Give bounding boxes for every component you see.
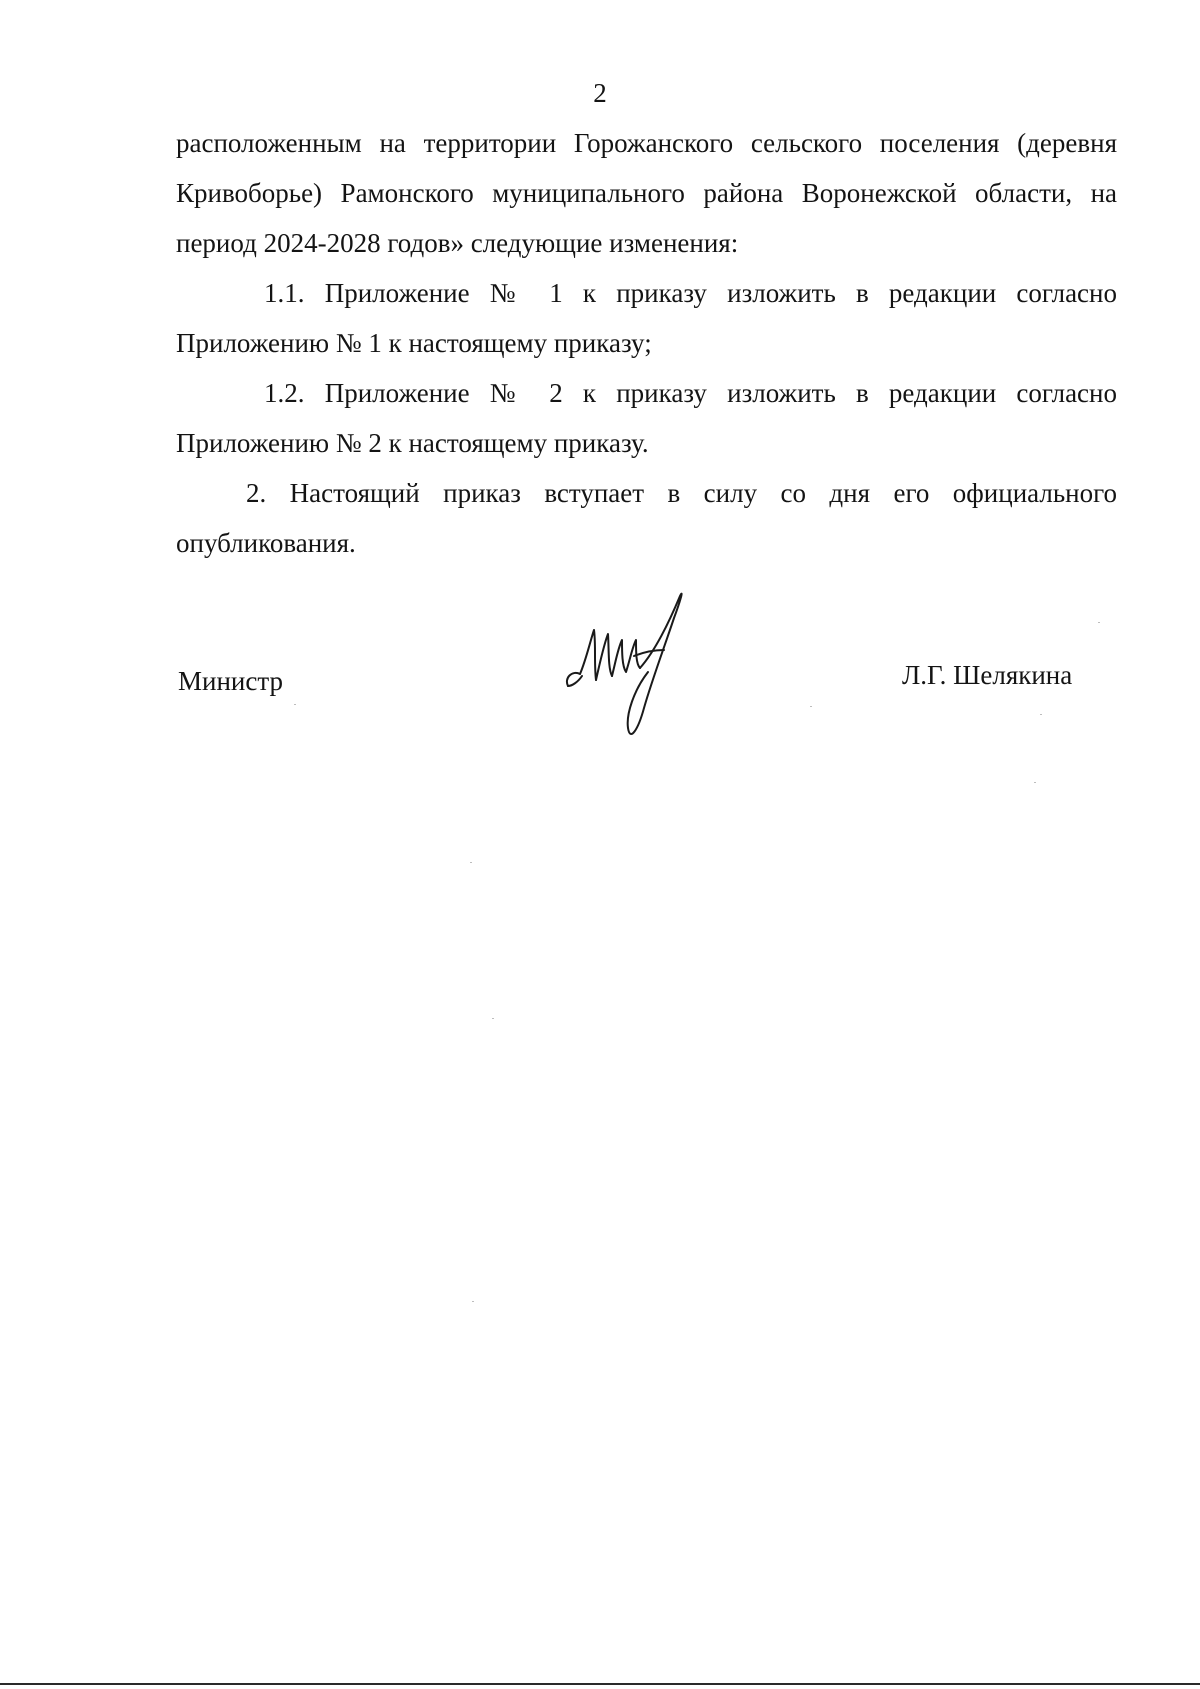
scan-speck xyxy=(810,706,812,707)
page-number: 2 xyxy=(593,78,607,108)
scan-speck xyxy=(1040,714,1042,715)
signatory-title: Министр xyxy=(178,666,283,696)
scan-speck xyxy=(294,704,296,705)
scan-speck xyxy=(470,862,472,863)
document-body xyxy=(176,118,1117,568)
scan-speck xyxy=(472,1301,474,1302)
scan-speck xyxy=(1034,782,1036,783)
handwritten-signature xyxy=(560,590,720,745)
signatory-name: Л.Г. Шелякина xyxy=(902,660,1073,690)
item-1-2-paragraph: 1.2. Приложение № 2 к приказу изложить в редакции согласно Приложению № 2 к настоящему приказу. xyxy=(176,378,1117,458)
item-1-1-paragraph: 1.1. Приложение № 1 к приказу изложить в редакции согласно Приложению № 1 к настоящему приказу; xyxy=(176,278,1117,358)
intro-paragraph: расположенным на территории Горожанского сельского поселения (деревня Кривоборье) Рамонского муниципального района Воронежской области, на период 2024-2028 годов» следующие изменения: xyxy=(176,128,1117,258)
scan-speck xyxy=(492,1018,494,1019)
page-bottom-border xyxy=(0,1683,1200,1685)
scan-speck xyxy=(1098,622,1100,623)
item-2-paragraph: 2. Настоящий приказ вступает в силу со дня его официального опубликования. xyxy=(176,478,1117,558)
